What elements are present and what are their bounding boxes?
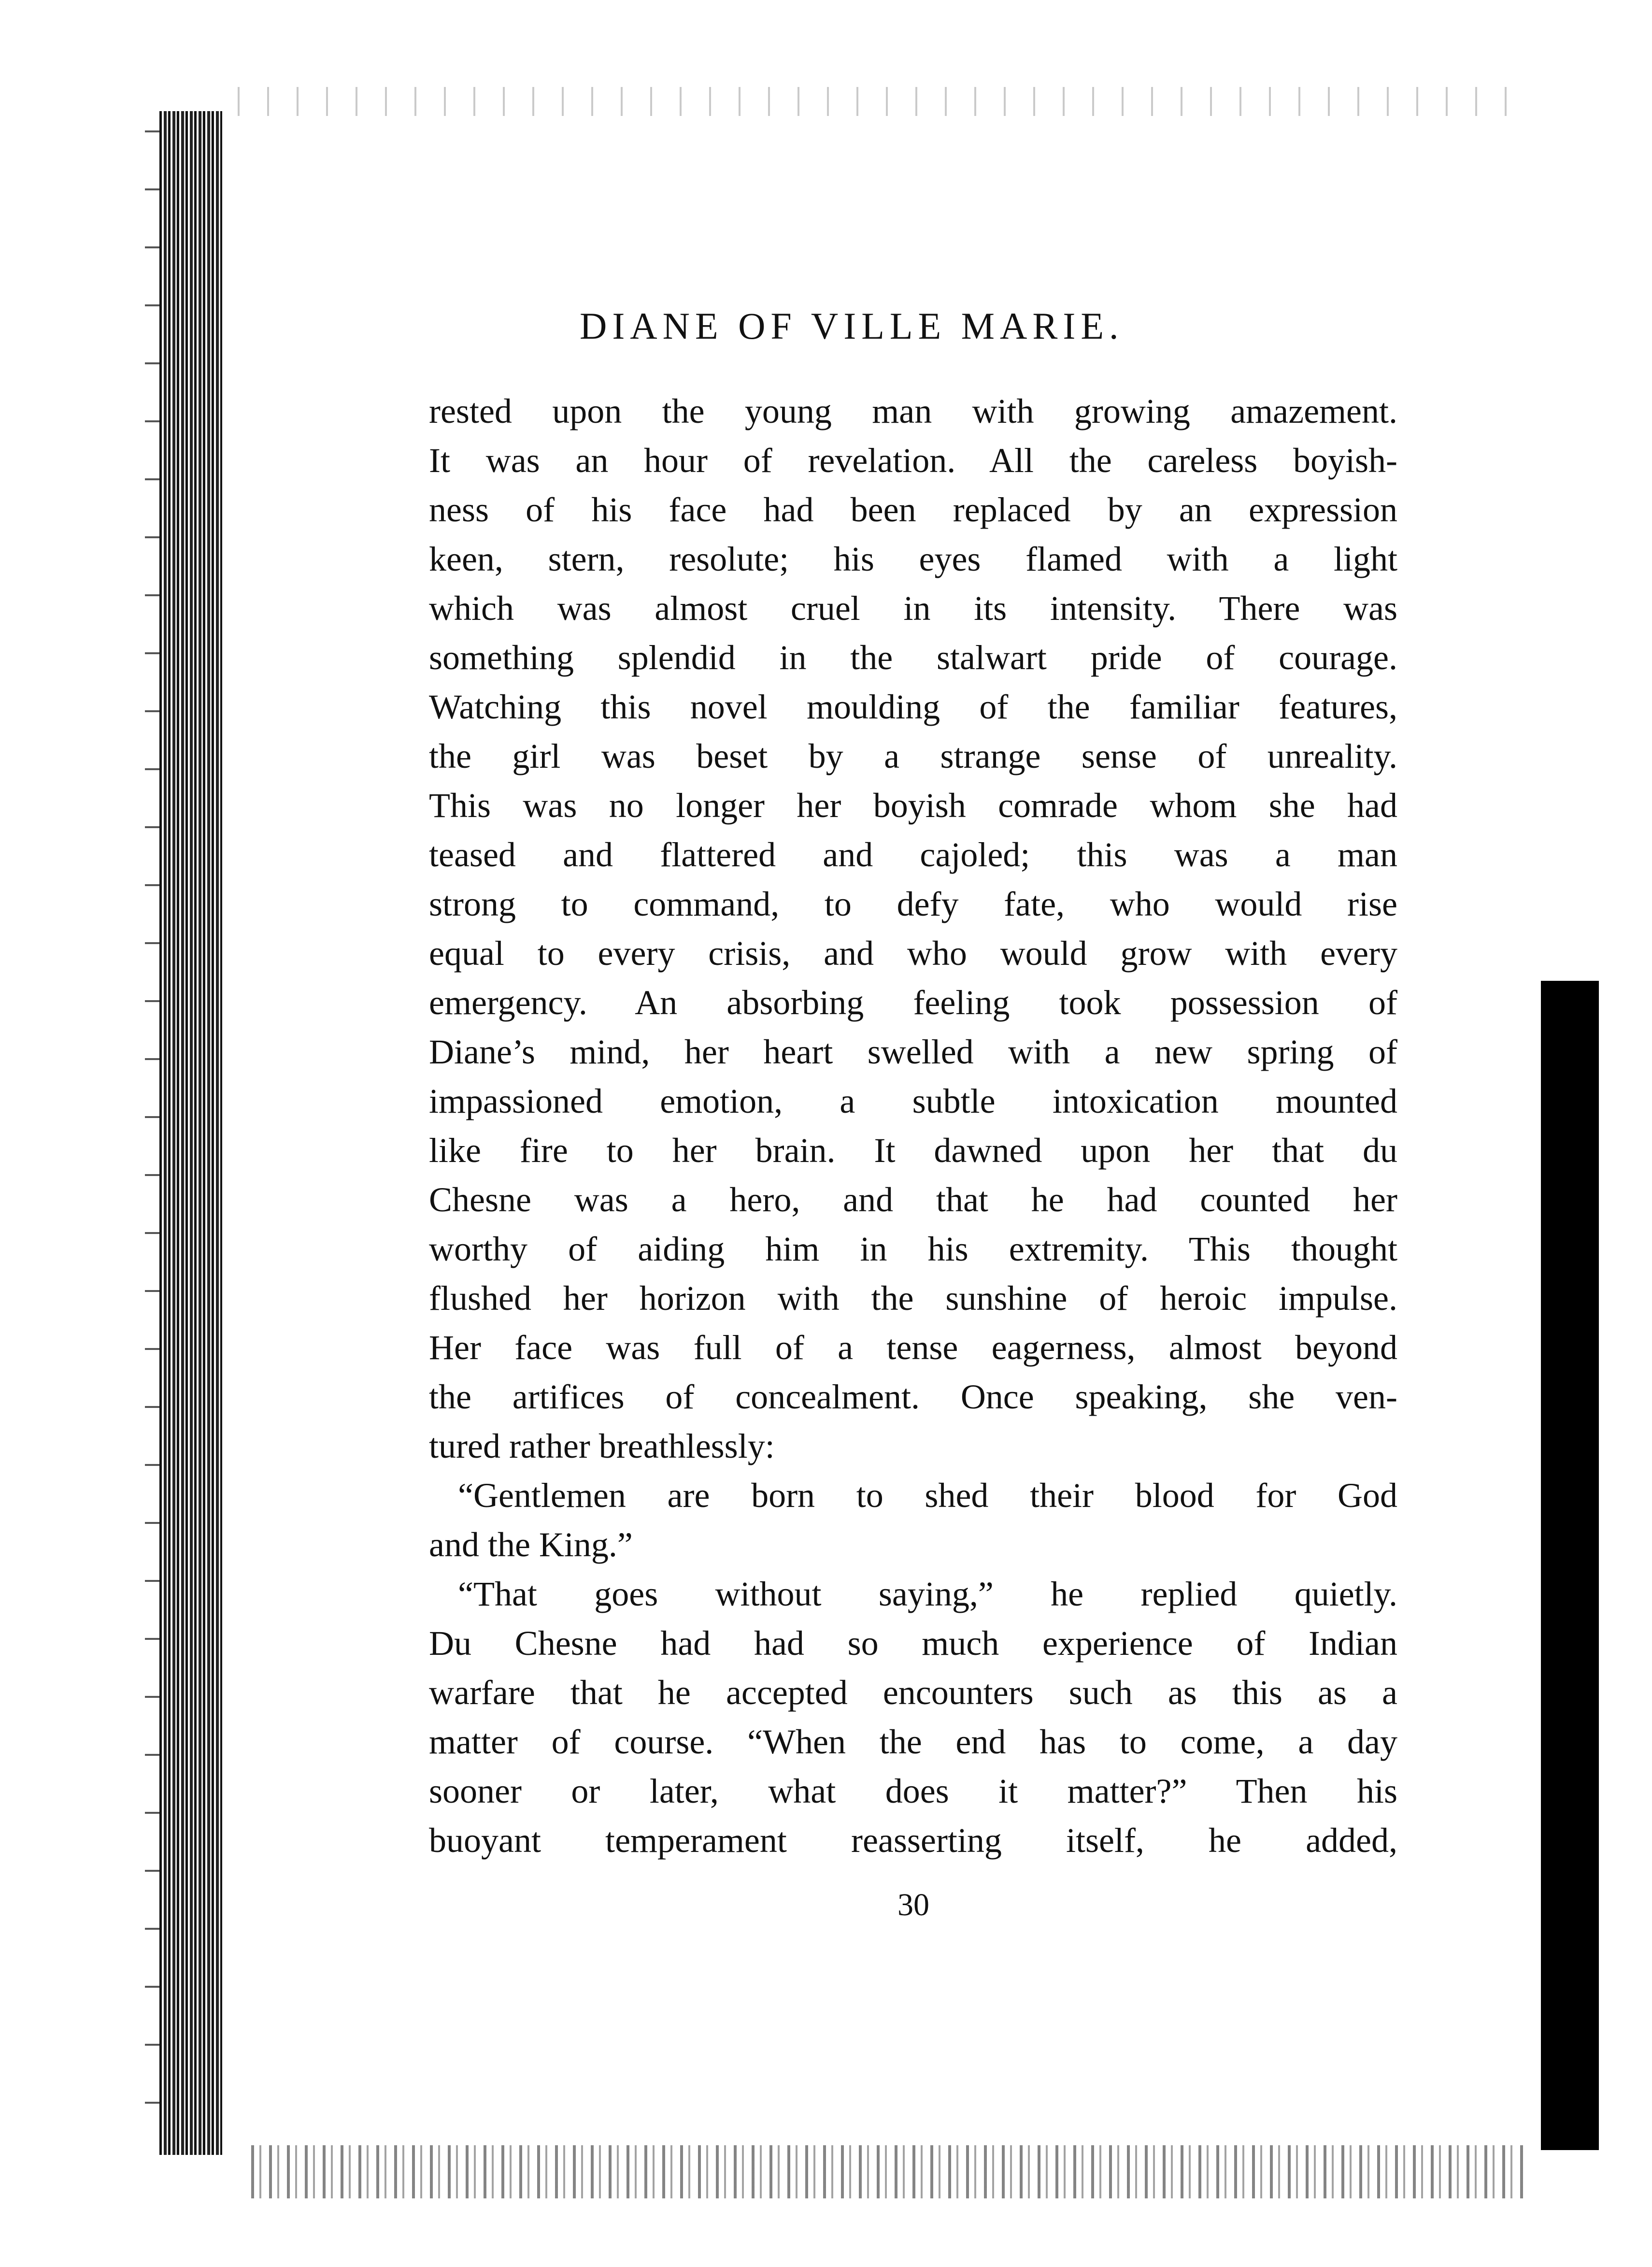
top-edge-speckle [227, 87, 1522, 116]
right-scan-bar [1541, 981, 1599, 2150]
text-line: which was almost cruel in its intensity. There was [429, 589, 1397, 628]
text-line: the girl was beset by a strange sense of unreality. [429, 737, 1397, 775]
text-line: something splendid in the stalwart pride of courage. [429, 638, 1397, 677]
text-line: worthy of aiding him in his extremity. This thought [429, 1230, 1397, 1268]
text-line: ness of his face had been replaced by an expression [429, 490, 1397, 529]
text-line: keen, stern, resolute; his eyes flamed with a light [429, 540, 1397, 578]
text-line: Watching this novel moulding of the familiar features, [429, 688, 1397, 726]
text-line: It was an hour of revelation. All the careless boyish- [429, 441, 1397, 480]
text-line: teased and flattered and cajoled; this was a man [429, 835, 1397, 874]
book-binding-edge [159, 111, 222, 2155]
text-line: “Gentlemen are born to shed their blood for God [458, 1476, 1397, 1515]
text-line: Her face was full of a tense eagerness, almost beyond [429, 1328, 1397, 1367]
text-line: buoyant temperament reasserting itself, he added, [429, 1821, 1397, 1860]
text-line: rested upon the young man with growing amazement. [429, 392, 1397, 430]
text-line: equal to every crisis, and who would grow with every [429, 934, 1397, 973]
bottom-edge-speckle [251, 2145, 1526, 2198]
running-head: DIANE OF VILLE MARIE. [580, 305, 1124, 347]
page-number: 30 [897, 1887, 929, 1923]
text-line: “That goes without saying,” he replied quietly. [458, 1575, 1397, 1613]
text-line: tured rather breathlessly: [429, 1427, 775, 1465]
text-line: sooner or later, what does it matter?” Then his [429, 1772, 1397, 1810]
text-line: Du Chesne had had so much experience of Indian [429, 1624, 1397, 1663]
text-line: impassioned emotion, a subtle intoxication mounted [429, 1082, 1397, 1120]
body-text [429, 387, 1397, 1865]
text-line: warfare that he accepted encounters such as this as a [429, 1673, 1397, 1712]
text-line: flushed her horizon with the sunshine of heroic impulse. [429, 1279, 1397, 1318]
text-line: Diane’s mind, her heart swelled with a new spring of [429, 1033, 1397, 1071]
text-line: This was no longer her boyish comrade whom she had [429, 786, 1397, 825]
text-line: and the King.” [429, 1525, 633, 1564]
text-line: the artifices of concealment. Once speaking, she ven- [429, 1377, 1397, 1416]
text-line: emergency. An absorbing feeling took possession of [429, 983, 1397, 1022]
text-line: like fire to her brain. It dawned upon her that du [429, 1131, 1397, 1170]
text-line: matter of course. “When the end has to come, a day [429, 1722, 1397, 1761]
text-line: strong to command, to defy fate, who would rise [429, 885, 1397, 923]
binding-shadow [145, 111, 159, 2155]
text-line: Chesne was a hero, and that he had counted her [429, 1180, 1397, 1219]
